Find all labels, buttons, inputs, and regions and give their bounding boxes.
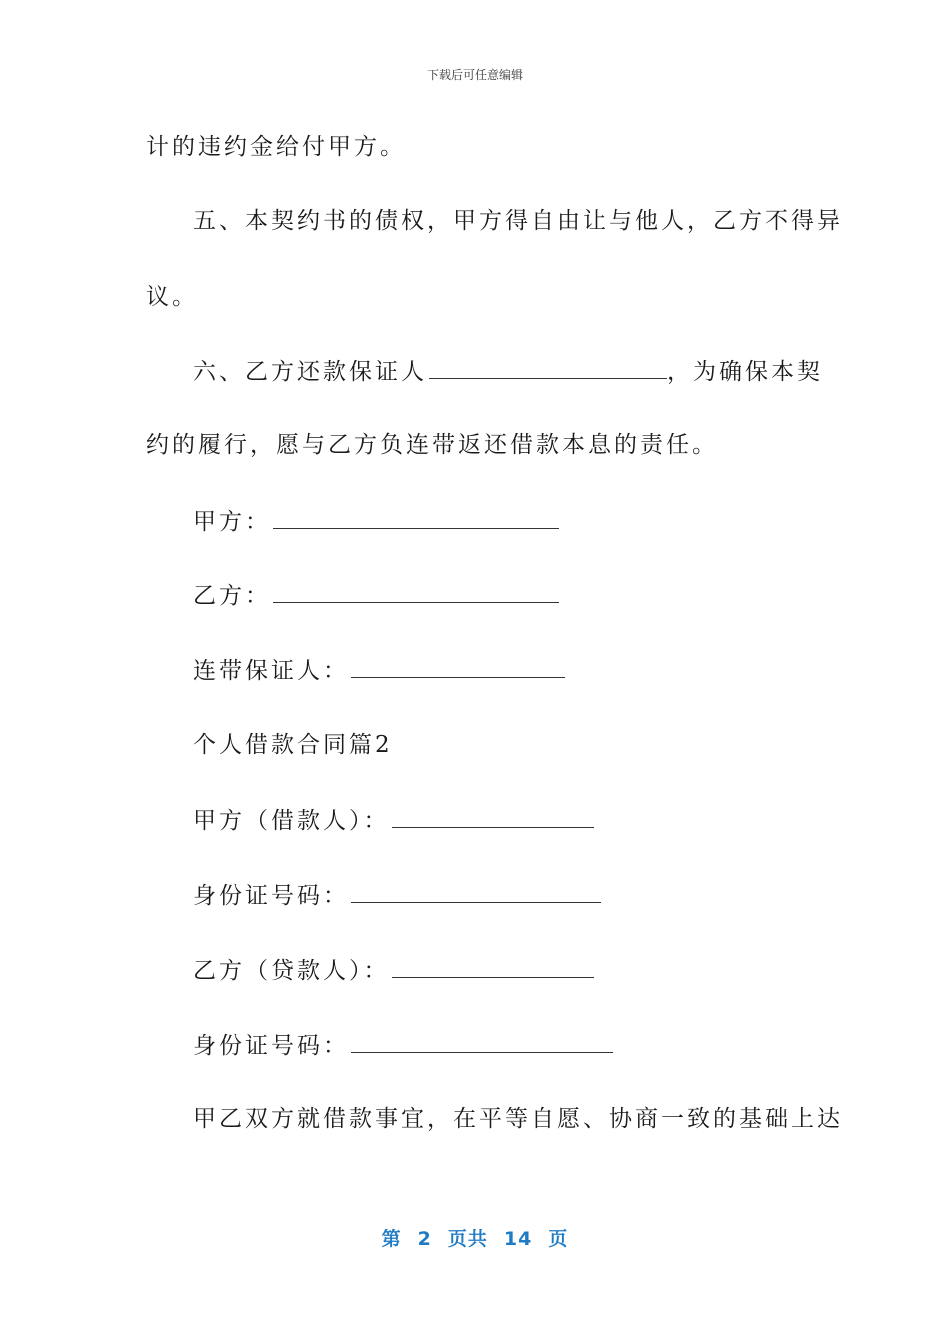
- footer-prefix: 第: [381, 1228, 402, 1250]
- paragraph-line: 计的违约金给付甲方。: [146, 134, 406, 160]
- signature-label: 连带保证人：: [193, 658, 349, 684]
- paragraph-line: [193, 356, 823, 387]
- footer-suffix: 页: [548, 1228, 569, 1250]
- field-blank: [351, 1030, 613, 1053]
- field-label: 身份证号码：: [193, 1033, 349, 1059]
- field-blank: [351, 880, 601, 903]
- field-row-borrower: [193, 805, 594, 836]
- field-label: 身份证号码：: [193, 883, 349, 909]
- field-blank: [392, 805, 594, 828]
- page-header: 下载后可任意编辑: [426, 68, 523, 82]
- paragraph-line: 议。: [146, 284, 198, 310]
- paragraph-line: 甲乙双方就借款事宜，在平等自愿、协商一致的基础上达: [193, 1106, 843, 1132]
- footer-total-pages: 14: [503, 1228, 533, 1250]
- field-row-lender-id: [193, 1030, 613, 1061]
- paragraph-line: 约的履行，愿与乙方负连带返还借款本息的责任。: [146, 432, 718, 458]
- signature-blank: [273, 580, 559, 603]
- signature-label: 甲方：: [193, 509, 271, 535]
- guarantor-clause-text: 六、乙方还款保证人: [193, 359, 427, 385]
- section-title: 个人借款合同篇2: [193, 732, 393, 758]
- field-label: 甲方（借款人）：: [193, 808, 390, 834]
- signature-label: 乙方：: [193, 583, 271, 609]
- signature-row-guarantor: [193, 655, 565, 686]
- signature-blank: [351, 655, 565, 678]
- field-blank: [392, 955, 594, 978]
- signature-blank: [273, 506, 559, 529]
- field-row-borrower-id: [193, 880, 601, 911]
- footer-page-number: 2: [417, 1228, 432, 1250]
- signature-row-party-a: [193, 506, 559, 537]
- guarantor-clause-suffix: ，为确保本契: [667, 359, 823, 385]
- signature-row-party-b: [193, 580, 559, 611]
- guarantor-blank: [429, 356, 667, 379]
- field-label: 乙方（贷款人）：: [193, 958, 390, 984]
- footer-middle: 页共: [447, 1228, 488, 1250]
- field-row-lender: [193, 955, 594, 986]
- paragraph-line: 五、本契约书的债权，甲方得自由让与他人，乙方不得异: [193, 208, 843, 234]
- page-footer: [0, 1224, 950, 1251]
